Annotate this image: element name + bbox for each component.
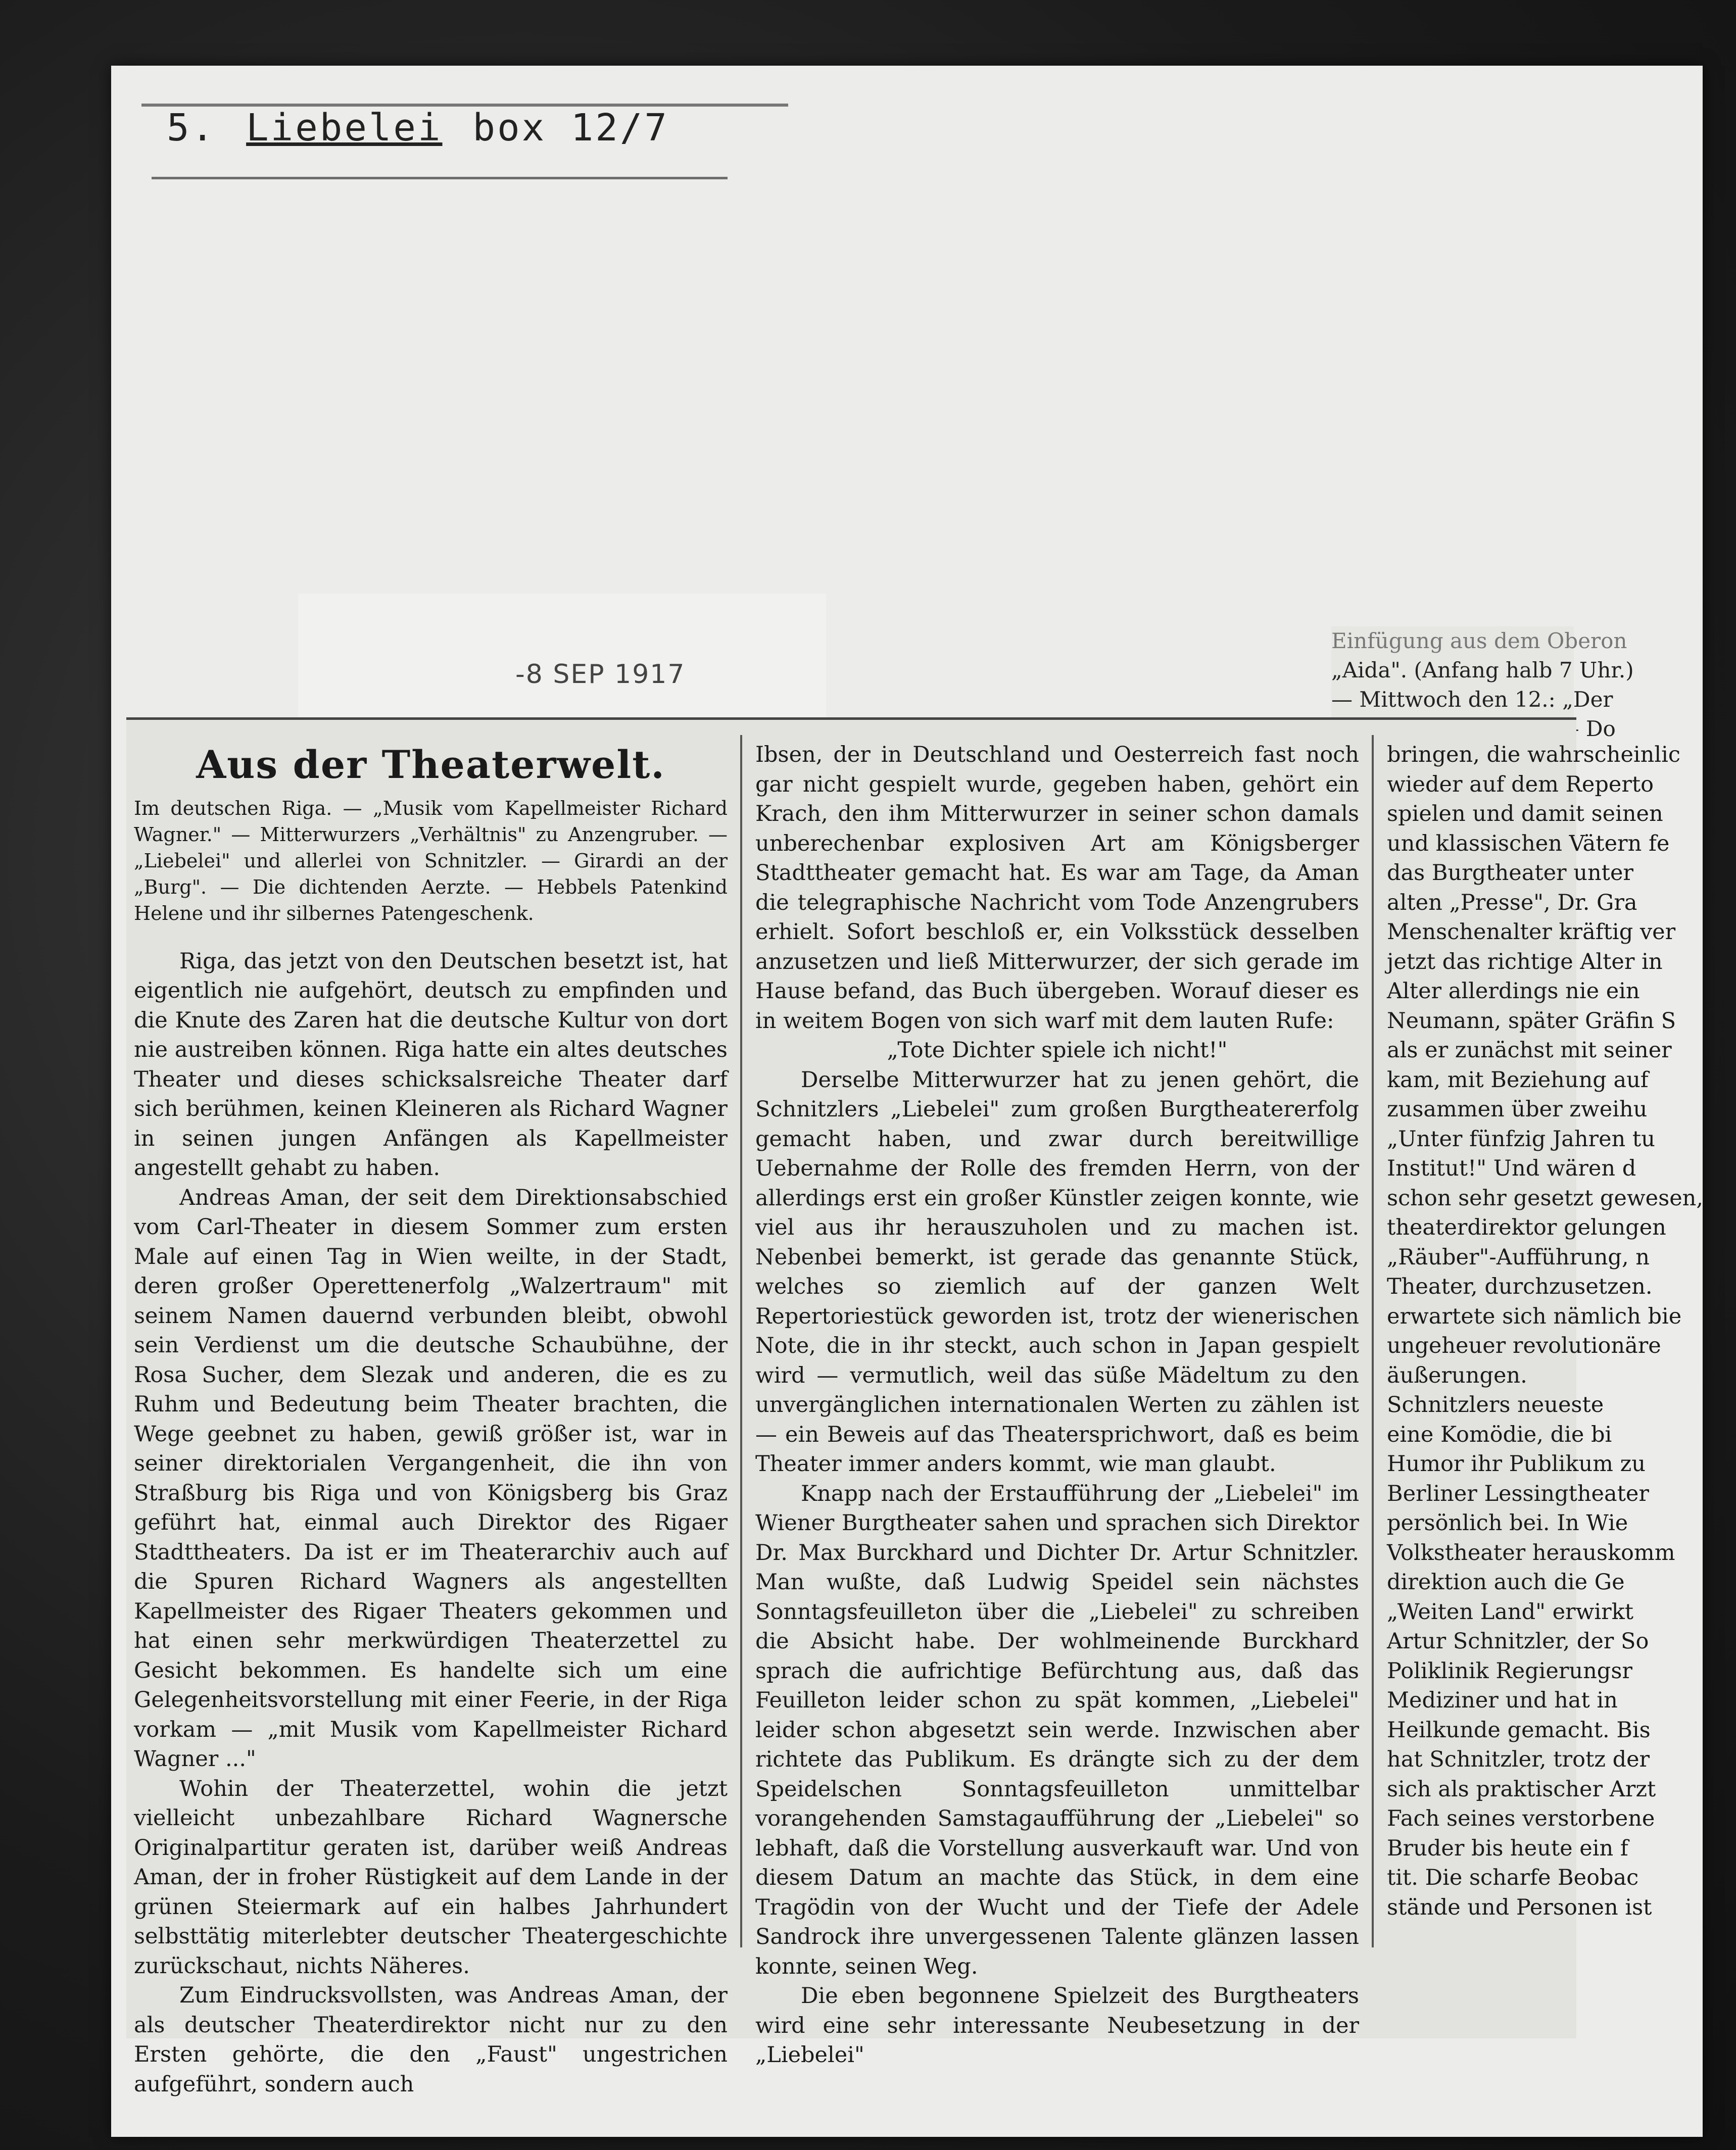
column-3-line: jetzt das richtige Alter in <box>1387 949 1663 974</box>
paragraph: Wohin der Theaterzettel, wohin die jetzt vielleicht unbezahlbare Richard Wagnersche Originalpartitur geraten ist, darüber weiß Andreas Aman, der in froher Rüstigkeit auf dem Lande in der grünen Steiermark auf ein halbes Jahrhundert selbsttätig miterlebter deutscher Theatergeschichte zurückschaut, nichts Näheres. <box>134 1776 728 1979</box>
side-fragment-line: „Aida". (Anfang halb 7 Uhr.) <box>1331 658 1634 682</box>
column-3-line: direktion auch die Ge <box>1387 1570 1625 1595</box>
paragraph: Knapp nach der Erstaufführung der „Liebelei" im Wiener Burgtheater sahen und sprachen sich Direktor Dr. Max Burckhard und Dichter Dr. Artur Schnitzler. Man wußte, daß Ludwig Speidel sein nächstes Sonntagsfeuilleton über die „Liebelei" zu schreiben die Absicht habe. Der wohlmeinende Burckhard sprach die aufrichtige Befürchtung aus, daß das Feuilleton leider schon zu spät kommen, „Liebelei" leider schon abgesetzt sein werde. Inzwischen aber richtete das Publikum. Es drängte sich zu der dem Speidelschen Sonntagsfeuilleton unmittelbar vorangehenden Samstagaufführung der „Liebelei" so lebhaft, daß die Vorstellung ausverkauft war. Und von diesem Datum an machte das Stück, in dem eine Tragödin von der Wucht und der Tiefe der Adele Sandrock ihre unvergessenen Talente glänzen lassen konnte, seinen Weg. <box>755 1481 1359 1979</box>
column-3-line: Schnitzlers neueste <box>1387 1392 1604 1418</box>
article-column-1 <box>134 740 728 2097</box>
stamp-date: -8 SEP 1917 <box>515 659 686 690</box>
column-3-line: Poliklinik Regierungsr <box>1387 1658 1632 1684</box>
archive-number: 5. <box>167 106 216 150</box>
paragraph: Derselbe Mitterwurzer hat zu jenen gehört, die Schnitzlers „Liebelei" zum großen Burgtheatererfolg gemacht haben, und zwar durch bereitwillige Uebernahme der Rolle des fremden Herrn, von der allerdings erst ein großer Künstler zeigen konnte, wie viel aus ihr herauszuholen und zu machen ist. Nebenbei bemerkt, ist gerade das genannte Stück, welches so ziemlich auf der ganzen Welt Repertoriestück geworden ist, trotz der wienerischen Note, die in ihr steckt, auch schon in Japan gespielt wird — vermutlich, weil das süße Mädeltum zu den unvergänglichen internationalen Werten zu zählen ist — ein Beweis auf das Theatersprichwort, daß es beim Theater immer anders kommt, wie man glaubt. <box>755 1067 1359 1477</box>
paragraph: Die eben begonnene Spielzeit des Burgtheaters wird eine sehr interessante Neubesetzung in der „Liebelei" <box>755 1983 1359 2068</box>
paragraph: Andreas Aman, der seit dem Direktionsabschied vom Carl-Theater in diesem Sommer zum ersten Male auf einen Tag in Wien weilte, in der Stadt, deren großer Operettenerfolg „Walzertraum" mit seinem Namen dauernd verbunden bleibt, obwohl sein Verdienst um die deutsche Schaubühne, der Rosa Sucher, dem Slezak und anderen, die es zu Ruhm und Bedeutung beim Theater brachten, die Wege geebnet zu haben, gewiß größer ist, war in seiner direktorialen Vergangenheit, die ihn von Straßburg bis Riga und von Königsberg bis Graz geführt hat, einmal auch Direktor des Rigaer Stadttheaters. Da ist er im Theaterarchiv auch auf die Spuren Richard Wagners als angestellten Kapellmeister des Rigaer Theaters gekommen und hat einen sehr merkwürdigen Theaterzettel zu Gesicht bekommen. Es handelte sich um eine Gelegenheitsvorstellung mit einer Feerie, in der Riga vorkam — „mit Musik vom Kapellmeister Richard Wagner ..." <box>134 1185 728 1772</box>
column-3-line: tit. Die scharfe Beobac <box>1387 1865 1639 1890</box>
column-3-line: theaterdirektor gelungen <box>1387 1215 1666 1240</box>
column-rule <box>740 735 742 1947</box>
column-3-line: Alter allerdings nie ein <box>1387 979 1640 1004</box>
column-3-line: Fach seines verstorbene <box>1387 1806 1655 1831</box>
side-fragment <box>1331 626 1634 717</box>
paragraph: Riga, das jetzt von den Deutschen besetzt ist, hat eigentlich nie aufgehört, deutsch zu empfinden und die Knute des Zaren hat die deutsche Kultur von dort nie austreiben können. Riga hatte ein altes deutsches Theater und dieses schicksalsreiche Theater darf sich berühmen, keinen Kleineren als Richard Wagner in seinen jungen Anfängen als Kapellmeister angestellt gehabt zu haben. <box>134 948 728 1181</box>
article-headline: Aus der Theaterwelt. <box>196 742 665 787</box>
column-3-line: hat Schnitzler, trotz der <box>1387 1747 1650 1772</box>
column-3-line: Mediziner und hat in <box>1387 1688 1618 1713</box>
newspaper-clipping <box>126 717 1703 2097</box>
article-subhead: Im deutschen Riga. — „Musik vom Kapellmeister Richard Wagner." — Mitterwurzers „Verhältnis" zu Anzengruber. — „Liebelei" und allerlei von Schnitzler. — Girardi an der „Burg". — Die dichtenden Aerzte. — Hebbels Patenkind Helene und ihr silbernes Patengeschenk. <box>134 797 728 924</box>
column-3-line: alten „Presse", Dr. Gra <box>1387 890 1637 915</box>
quote: „Tote Dichter spiele ich nicht!" <box>887 1038 1228 1063</box>
archive-title: Liebelei <box>246 106 443 150</box>
column-3-line: und klassischen Vätern fe <box>1387 830 1670 856</box>
paragraph: Ibsen, der in Deutschland und Oesterreich fast noch gar nicht gespielt wurde, gegeben haben, gehört ein Krach, den ihm Mitterwurzer in seiner schon damals unberechenbar explosiven Art am Königsberger Stadttheater gemacht hat. Es war am Tage, da Aman die telegraphische Nachricht vom Tode Anzengrubers erhielt. Sofort beschloß er, ein Volksstück desselben anzusetzen und ließ Mitterwurzer, der sich gerade im Hause befand, das Buch übergeben. Worauf dieser es in weitem Bogen von sich warf mit dem lauten Rufe: <box>755 742 1359 1034</box>
column-3-line: „Weiten Land" erwirkt <box>1387 1599 1634 1625</box>
column-3-line: Artur Schnitzler, der So <box>1387 1629 1649 1654</box>
column-3-line: Institut!" Und wären d <box>1387 1156 1636 1181</box>
archive-box: box 12/7 <box>472 106 669 150</box>
column-3-line: Humor ihr Publikum zu <box>1387 1451 1646 1477</box>
column-3-line: stände und Personen ist <box>1387 1894 1652 1920</box>
column-3-line: Theater, durchzusetzen. <box>1387 1274 1653 1299</box>
column-3-line: zusammen über zweihu <box>1387 1097 1648 1122</box>
column-3-line: wieder auf dem Reperto <box>1387 771 1654 797</box>
column-3-line: Heilkunde gemacht. Bis <box>1387 1717 1651 1743</box>
paragraph: Zum Eindrucksvollsten, was Andreas Aman, der als deutscher Theaterdirektor nicht nur zu den Ersten gehörte, die den „Faust" ungestrichen aufgeführt, sondern auch <box>134 1983 728 2097</box>
side-fragment-line: — Mittwoch den 12.: „Der <box>1331 687 1613 712</box>
side-fragment-line: Einfügung aus dem Oberon <box>1331 628 1627 653</box>
column-3-line: kam, mit Beziehung auf <box>1387 1067 1649 1093</box>
header-rule <box>152 177 728 179</box>
article-column-2 <box>755 740 1359 2068</box>
column-3-line: sich als praktischer Arzt <box>1387 1776 1656 1802</box>
column-3-line: erwartete sich nämlich bie <box>1387 1303 1682 1329</box>
column-3-line: persönlich bei. In Wie <box>1387 1510 1628 1536</box>
archive-label <box>167 106 699 150</box>
column-3-line: „Räuber"-Aufführung, n <box>1387 1244 1650 1270</box>
column-3-line: Volkstheater herauskomm <box>1387 1540 1675 1566</box>
column-3-line: bringen, die wahrscheinlic <box>1387 742 1680 767</box>
column-3-line: „Unter fünfzig Jahren tu <box>1387 1126 1655 1152</box>
column-3-line: eine Komödie, die bi <box>1387 1422 1612 1447</box>
column-3-line: äußerungen. <box>1387 1362 1527 1388</box>
column-3-line: schon sehr gesetzt gewesen, <box>1387 1185 1703 1211</box>
column-3-line: Menschenalter kräftig ver <box>1387 919 1676 945</box>
column-3-line: spielen und damit seinen <box>1387 801 1663 826</box>
column-3-line: als er zunächst mit seiner <box>1387 1038 1672 1063</box>
article-column-3 <box>1387 740 1703 1937</box>
column-3-line: Neumann, später Gräfin S <box>1387 1008 1676 1034</box>
column-3-line: ungeheuer revolutionäre <box>1387 1333 1661 1358</box>
column-rule <box>1372 735 1374 1947</box>
column-3-line: das Burgtheater unter <box>1387 860 1633 886</box>
column-3-line: Bruder bis heute ein f <box>1387 1835 1628 1861</box>
column-3-line: Berliner Lessingtheater <box>1387 1481 1649 1506</box>
